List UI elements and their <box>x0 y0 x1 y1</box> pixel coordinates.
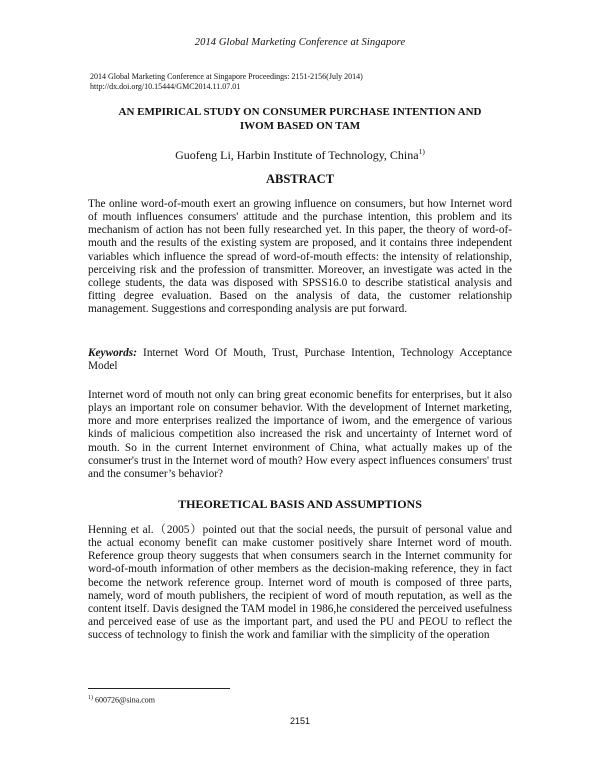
author-text: Guofeng Li, Harbin Institute of Technology, China <box>175 148 419 162</box>
keywords-label: Keywords: <box>88 347 137 359</box>
paper-title <box>70 105 530 133</box>
footnote-email: 600726@sina.com <box>93 695 156 705</box>
title-line-1: AN EMPIRICAL STUDY ON CONSUMER PURCHASE INTENTION AND <box>118 106 482 118</box>
proceedings-info <box>90 72 530 92</box>
proceedings-line: 2014 Global Marketing Conference at Singapore Proceedings: 2151-2156(July 2014) <box>90 72 363 81</box>
running-head: 2014 Global Marketing Conference at Singapore <box>194 37 406 48</box>
section-paragraph: Henning et al.（2005）pointed out that the social needs, the pursuit of personal value and the actual economy benefit can make customer positively share Internet word of mouth. Reference group theory suggests that when consumers search in the Internet community for word-of-mouth information of other members as the decision-making reference, they in fact become the network reference group. Internet word of mouth is composed of three parts, namely, word of mouth publishers, the recipient of word of mouth reputation, as well as the content itself. Davis designed the TAM model in 1986,he considered the perceived usefulness and perceived ease of use as the important part, and used the PU and PEOU to reflect the success of technology to finish the work and familiar with the simplicity of the operation <box>88 524 512 642</box>
keywords-text: Internet Word Of Mouth, Trust, Purchase Intention, Technology Acceptance Model <box>88 347 512 373</box>
author-footnote-mark: 1) <box>418 147 425 156</box>
keywords-paragraph <box>88 347 512 373</box>
footnote <box>88 695 155 705</box>
footnote-divider <box>88 688 230 689</box>
introduction-paragraph: Internet word of mouth not only can bring great economic benefits for enterprises, but it also plays an important role on consumer behavior. With the development of Internet marketing, more and more enterprises realized the importance of iwom, and the emergence of various kinds of malicious competition also increased the risk and uncertainty of Internet word of mouth. So in the current Internet environment of China, what actually makes up of the consumer's trust in the Internet word of mouth? How every aspect influences consumers' trust and the consumer’s behavior? <box>88 389 512 480</box>
title-line-2: IWOM BASED ON TAM <box>239 120 361 132</box>
section-heading: THEORETICAL BASIS AND ASSUMPTIONS <box>178 497 422 511</box>
page-number: 2151 <box>289 716 311 726</box>
doi-link[interactable]: http://dx.doi.org/10.15444/GMC2014.11.07.01 <box>90 82 241 91</box>
author-line <box>0 147 600 163</box>
abstract-body: The online word-of-mouth exert an growing influence on consumers, but how Internet word of mouth influences consumers' attitude and the purchase intention, this problem and its mechanism of action has not been fully researched yet. In this paper, the theory of word-of-mouth and the results of the existing system are proposed, and it contains three independent variables which influence the spread of word-of-mouth effects: the intensity of relationship, perceiving risk and the profession of transmitter. Moreover, an investigate was acted in the college students, the data was disposed with SPSS16.0 to describe statistical analysis and fitting degree evaluation. Based on the analysis of data, the customer relationship management. Suggestions and corresponding analysis are put forward. <box>88 198 512 316</box>
abstract-heading: ABSTRACT <box>265 172 335 186</box>
footnote-mark: 1) <box>88 695 93 701</box>
